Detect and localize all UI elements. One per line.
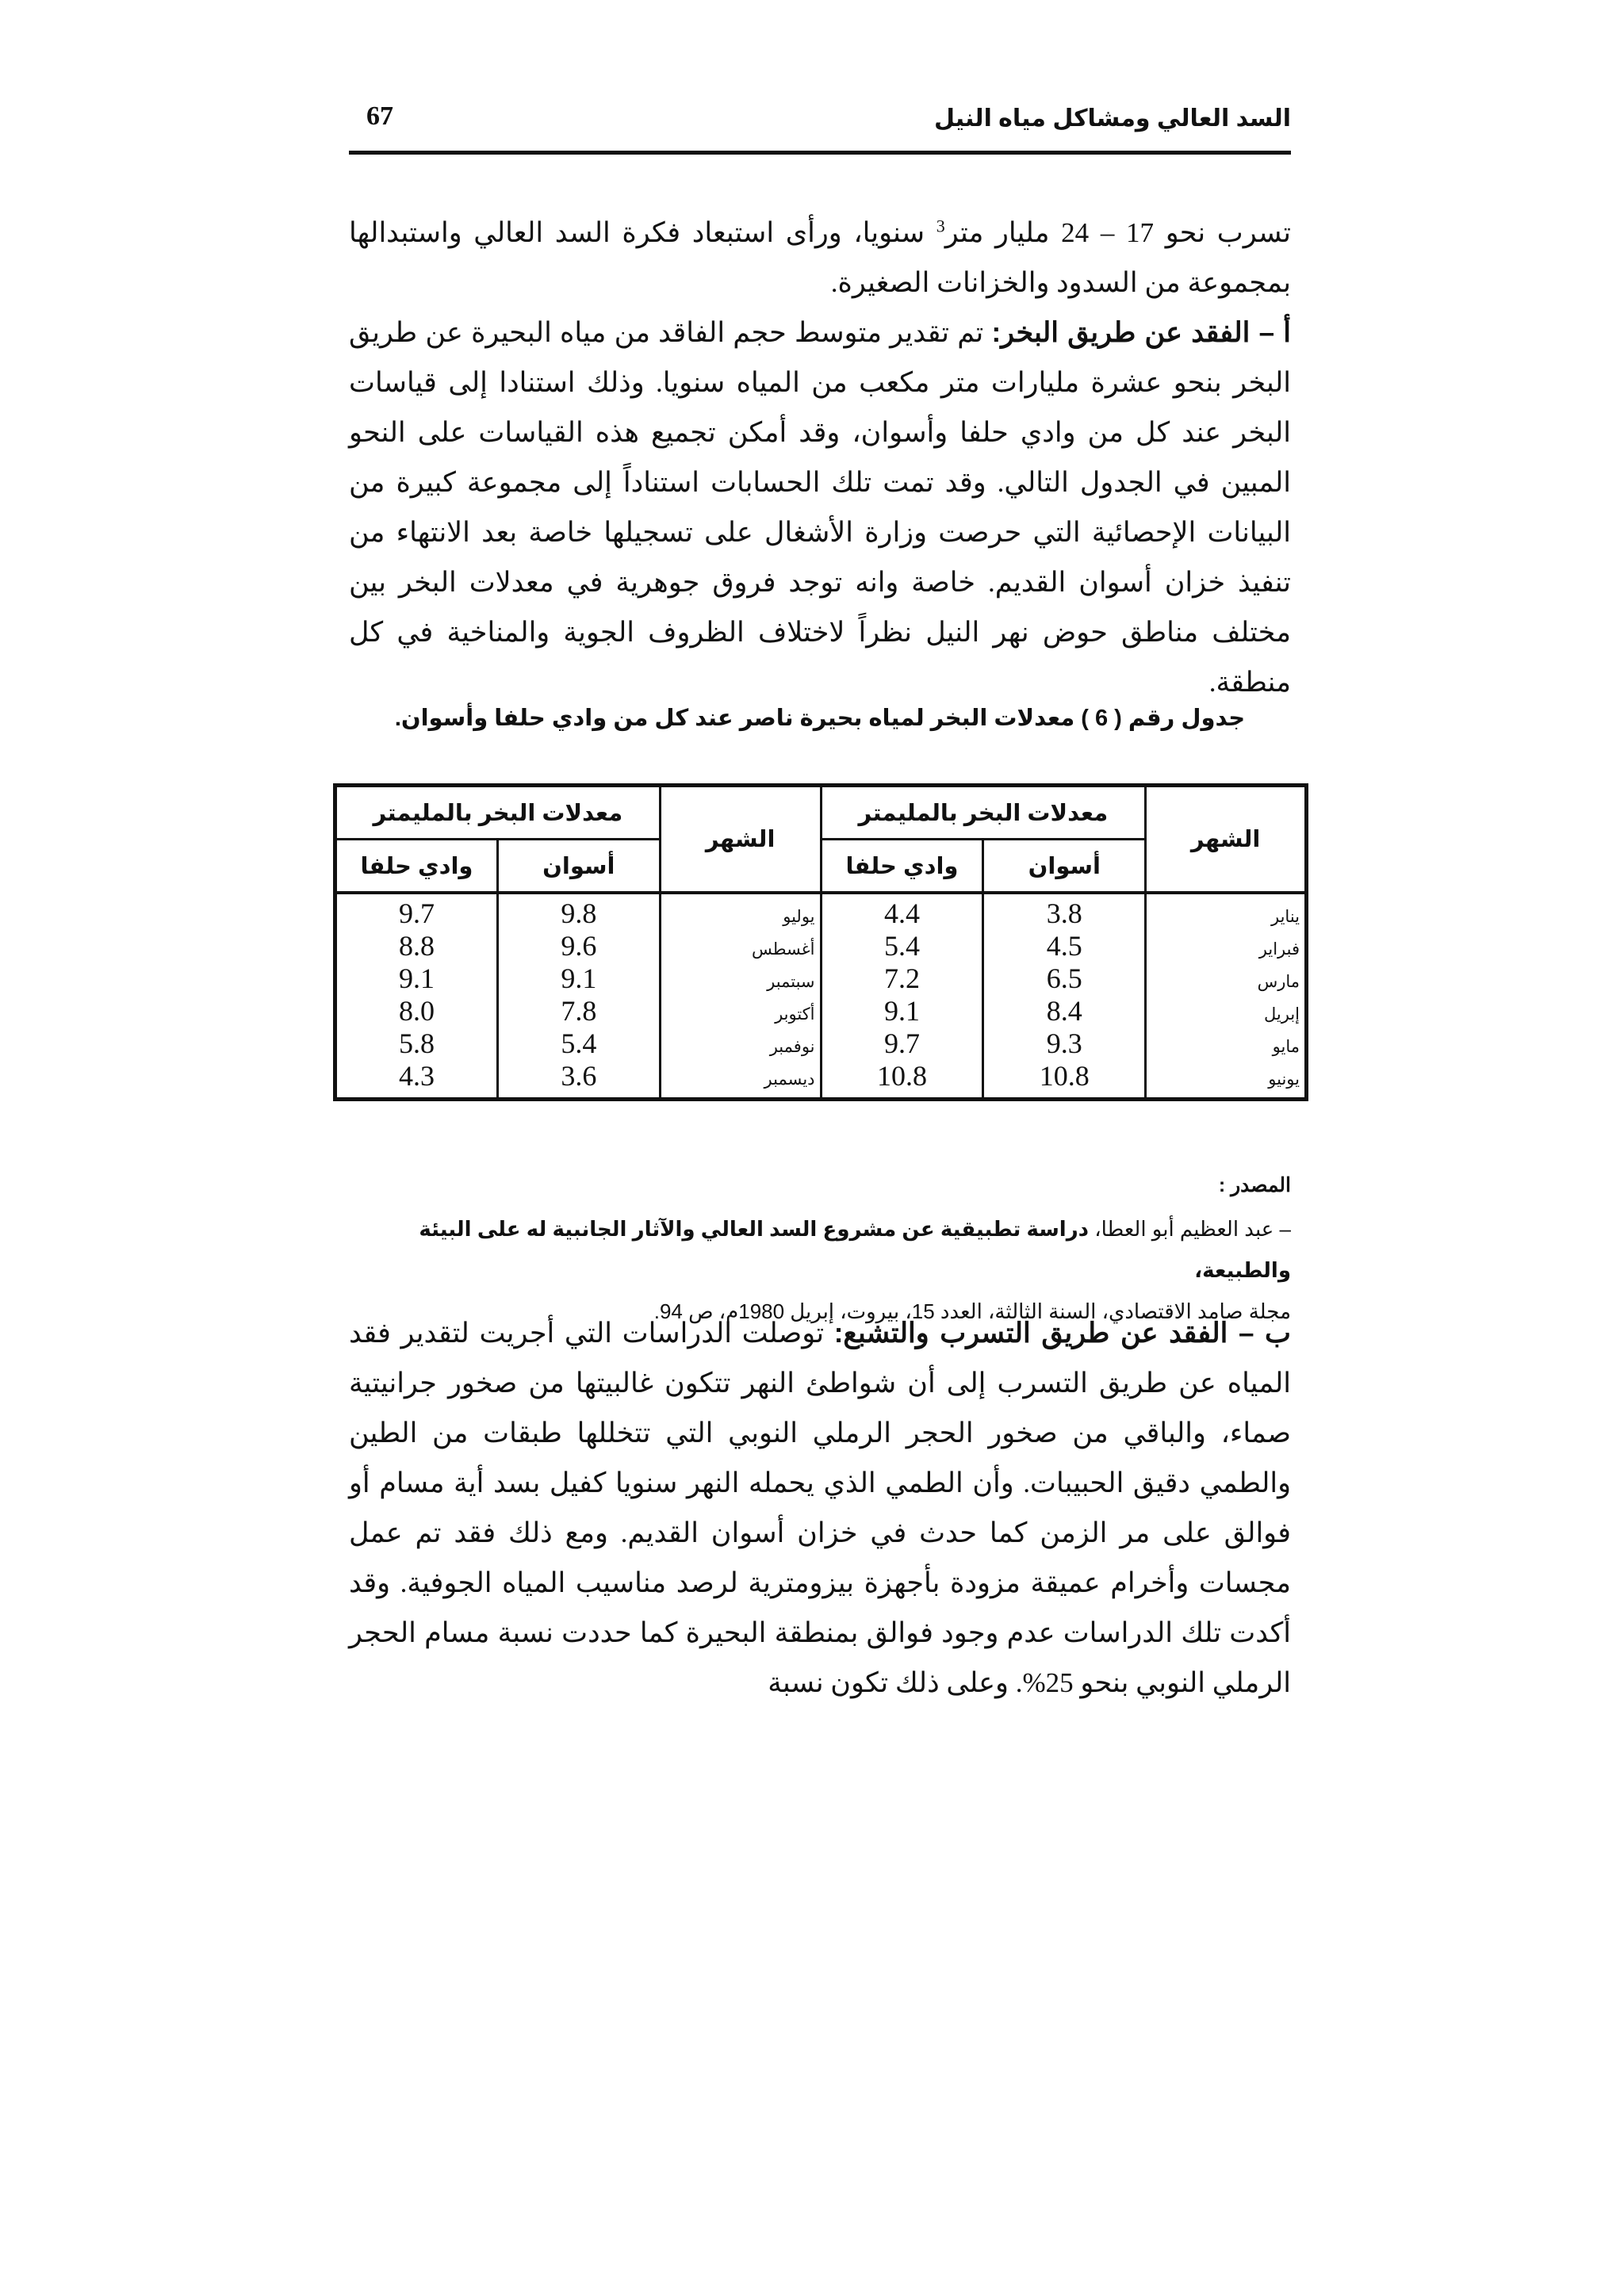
month-cell: يونيو [1268,1070,1300,1089]
value-cell: 8.0 [398,995,435,1027]
value-cell: 8.4 [1046,995,1082,1027]
month-cell: فبراير [1258,940,1300,959]
citation-line-1 [349,1208,1291,1291]
header-rate-left: معدلات البخر بالمليمتر [335,786,661,840]
month-cell: أغسطس [751,940,815,959]
month-cell: نوفمبر [769,1038,815,1056]
value-cell: 10.8 [876,1060,927,1092]
value-cell: 9.1 [398,962,435,994]
section-heading-seepage: ب – الفقد عن طريق التسرب والتشبع: [833,1318,1291,1349]
running-header [349,101,1291,155]
value-cell: 5.4 [561,1027,597,1059]
value-cell: 5.4 [883,930,920,962]
months-jul-dec-cell [660,893,821,1100]
value-cell: 9.7 [398,897,435,929]
value-cell: 6.5 [1046,962,1082,994]
halfa-jan-jun-cell [821,893,983,1100]
value-cell: 10.8 [1039,1060,1090,1092]
page-number: 67 [366,101,393,131]
header-month-right: الشهر [1146,786,1307,894]
table-caption: جدول رقم ( 6 ) معدلات البخر لمياه بحيرة ناصر عند كل من وادي حلفا وأسوان. [394,706,1246,731]
months-jan-jun-cell [1146,893,1307,1100]
month-cell: سبتمبر [767,973,815,991]
halfa-jul-dec-cell [335,893,498,1100]
aswan-jul-dec-cell [497,893,660,1100]
header-aswan-left: أسوان [497,840,660,894]
para2-text: تم تقدير متوسط حجم الفاقد من مياه البحيرة عن طريق البخر بنحو عشرة مليارات متر مكعب من المياه سنويا. وذلك استنادا إلى قياسات البخر عند كل من وادي حلفا وأسوان، وقد أمكن تجميع هذه القياسات على النحو المبين في الجدول التالي. وقد تمت تلك الحسابات استناداً إلى مجموعة كبيرة من البيانات الإحصائية التي حرصت وزارة الأشغال على تسجيلها خاصة بعد الانتهاء من تنفيذ خزان أسوان القديم. خاصة وانه توجد فروق جوهرية في معدلات البخر بين مختلف مناطق حوض نهر النيل نظراً لاختلاف الظروف الجوية والمناخية في كل منطقة. [349,317,1291,698]
value-cell: 9.7 [883,1027,920,1059]
value-cell: 7.8 [561,995,597,1027]
month-cell: أكتوبر [775,1005,815,1024]
value-cell: 8.8 [398,930,435,962]
header-aswan-right: أسوان [983,840,1146,894]
para1-part2: سنويا، ورأى استبعاد فكرة السد العالي واستبدالها بمجموعة من السدود والخزانات الصغيرة. [349,217,1291,298]
value-cell: 4.5 [1046,930,1082,962]
source-label: المصدر : [1218,1174,1291,1196]
header-title: السد العالي ومشاكل مياه النيل [934,105,1291,132]
value-cell: 9.8 [561,897,597,929]
header-rate-right: معدلات البخر بالمليمتر [821,786,1146,840]
month-cell: مايو [1272,1038,1300,1056]
paragraph-evaporation-loss [349,308,1291,707]
aswan-jan-jun-cell [983,893,1146,1100]
value-cell: 9.1 [883,995,920,1027]
month-cell: مارس [1257,973,1300,991]
value-cell: 7.2 [883,962,920,994]
header-halfa-right: وادي حلفا [821,840,983,894]
section-heading-evaporation: أ – الفقد عن طريق البخر: [991,317,1291,348]
superscript-cubed: 3 [936,216,945,236]
evaporation-table [333,783,1308,1101]
value-cell: 3.6 [561,1060,597,1092]
citation-line-2: مجلة صامد الاقتصادي، السنة الثالثة، العدد 15، بيروت، إبريل 1980م، ص 94. [653,1299,1291,1323]
header-halfa-left: وادي حلفا [335,840,498,894]
value-cell: 9.3 [1046,1027,1082,1059]
citation-author: – عبد العظيم أبو العطا، [1089,1217,1291,1241]
paragraph-seepage-loss [349,1308,1291,1708]
paragraph-continuation [349,208,1291,308]
month-cell: يناير [1270,908,1300,926]
month-cell: إبريل [1263,1005,1300,1024]
value-cell: 9.6 [561,930,597,962]
value-cell: 9.1 [561,962,597,994]
para1-part1: تسرب نحو 17 – 24 مليار متر [944,217,1292,248]
body-text-top [349,208,1291,707]
citation-title: دراسة تطبيقية عن مشروع السد العالي والآثار الجانبية له على البيئة والطبيعة، [419,1217,1291,1282]
month-cell: ديسمبر [764,1070,815,1089]
header-month-left: الشهر [660,786,821,894]
value-cell: 4.3 [398,1060,435,1092]
month-cell: يوليو [783,908,815,926]
para3-text: توصلت الدراسات التي أجريت لتقدير فقد المياه عن طريق التسرب إلى أن شواطئ النهر تتكون غالبيتها من صخور جرانيتية صماء، والباقي من صخور الحجر الرملي النوبي التي تتخللها طبقات من الطين والطمي دقيق الحبيبات. وأن الطمي الذي يحمله النهر سنويا كفيل بسد أية مسام أو فوالق على مر الزمن كما حدث في خزان أسوان القديم. ومع ذلك فقد تم عمل مجسات وأخرام عميقة مزودة بأجهزة بيزومترية لرصد مناسيب المياه الجوفية. وقد أكدت تلك الدراسات عدم وجود فوالق بمنطقة البحيرة كما حددت نسبة مسام الحجر الرملي النوبي بنحو 25%. وعلى ذلك تكون نسبة [349,1318,1291,1698]
body-text-bottom [349,1308,1291,1708]
value-cell: 5.8 [398,1027,435,1059]
value-cell: 3.8 [1046,897,1082,929]
value-cell: 4.4 [883,897,920,929]
